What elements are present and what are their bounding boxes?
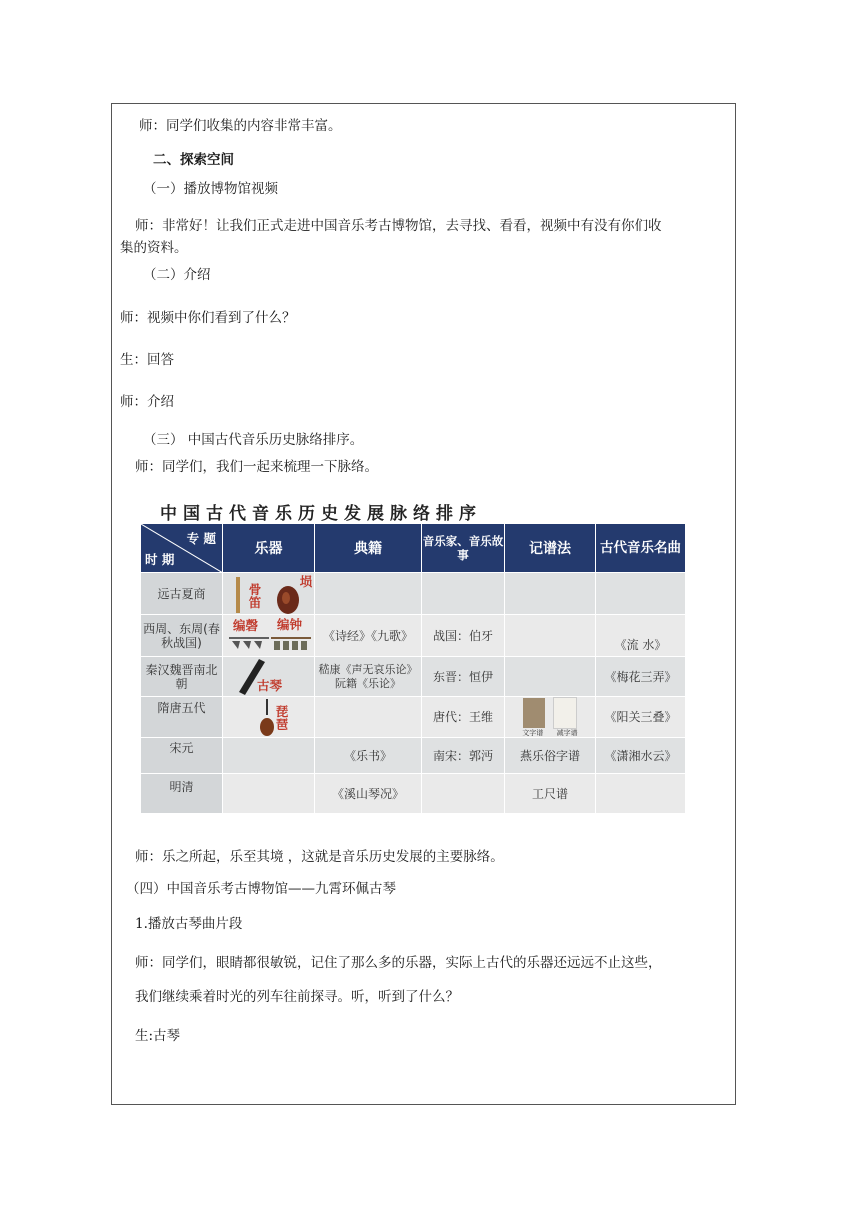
table-row — [141, 615, 686, 657]
pipa-icon — [259, 699, 275, 737]
instrument-cell — [223, 774, 315, 814]
label-bianqing: 编磬 — [233, 618, 259, 633]
header-famous-pieces: 古代音乐名曲 — [596, 524, 686, 573]
corner-header — [141, 524, 223, 573]
text-line: 集的资料。 — [120, 240, 188, 256]
piece-cell: 《梅花三弄》 — [596, 657, 686, 697]
piece-cell — [596, 573, 686, 615]
classic-cell: 《乐书》 — [315, 738, 422, 774]
classic-cell — [315, 573, 422, 615]
header-classics: 典籍 — [315, 524, 422, 573]
header-musicians: 音乐家、音乐故事 — [422, 524, 505, 573]
music-history-figure — [134, 495, 688, 820]
header-instruments: 乐器 — [223, 524, 315, 573]
musician-cell — [422, 774, 505, 814]
text-line: 1.播放古琴曲片段 — [135, 916, 243, 932]
notation-cell: 燕乐俗字谱 — [505, 738, 596, 774]
text-line: 师：非常好！让我们正式走进中国音乐考古博物馆，去寻找、看看，视频中有没有你们收 — [135, 218, 662, 234]
table-row — [141, 697, 686, 738]
classic-cell — [315, 697, 422, 738]
notation-cell — [505, 657, 596, 697]
musician-cell: 战国：伯牙 — [422, 615, 505, 657]
notation-cell: 工尺谱 — [505, 774, 596, 814]
text-line: 师：同学们，眼睛都很敏锐，记住了那么多的乐器，实际上古代的乐器还远远不止这些， — [135, 955, 662, 971]
subsection-heading: （二）介绍 — [143, 267, 211, 283]
score-image-jianzipu — [553, 697, 577, 729]
musician-cell: 南宋：郭沔 — [422, 738, 505, 774]
instrument-cell — [223, 697, 315, 738]
musician-cell: 东晋：恒伊 — [422, 657, 505, 697]
period-cell: 宋元 — [141, 738, 223, 774]
piece-cell: 《流 水》 — [596, 615, 686, 657]
notation-cell — [505, 697, 596, 738]
table-row — [141, 774, 686, 814]
score-caption: 减字谱 — [556, 729, 578, 737]
score-image-wenzipu — [523, 698, 545, 728]
classic-cell: 嵇康《声无哀乐论》阮籍《乐论》 — [315, 657, 422, 697]
bianzhong-icon — [271, 635, 311, 655]
table-row — [141, 657, 686, 697]
section-heading: 二、探索空间 — [153, 152, 234, 168]
label-xun: 埙 — [299, 574, 313, 589]
corner-topic: 专 题 — [186, 531, 216, 546]
text-line: 师：同学们收集的内容非常丰富。 — [139, 118, 342, 134]
piece-cell: 《阳关三叠》 — [596, 697, 686, 738]
instrument-cell — [223, 573, 315, 615]
label-bianzhong: 编钟 — [277, 617, 303, 632]
instrument-cell — [223, 615, 315, 657]
music-history-table — [140, 523, 686, 814]
bianqing-icon — [229, 635, 269, 655]
subsection-heading: （四）中国音乐考古博物馆——九霄环佩古琴 — [126, 881, 396, 897]
text-line: 师：同学们，我们一起来梳理一下脉络。 — [135, 459, 378, 475]
subsection-heading: （三） 中国古代音乐历史脉络排序。 — [143, 432, 364, 448]
instrument-cell — [223, 657, 315, 697]
text-line: 生：回答 — [120, 352, 174, 368]
musician-cell: 唐代：王维 — [422, 697, 505, 738]
musician-cell — [422, 573, 505, 615]
figure-title: 中国古代音乐历史发展脉络排序 — [160, 504, 482, 524]
period-cell: 明清 — [141, 774, 223, 814]
table-row — [141, 738, 686, 774]
text-line: 师：视频中你们看到了什么？ — [120, 310, 296, 326]
period-cell: 西周、东周(春秋战国) — [141, 615, 223, 657]
subsection-heading: （一）播放博物馆视频 — [143, 181, 278, 197]
instrument-cell — [223, 738, 315, 774]
classic-cell: 《诗经》《九歌》 — [315, 615, 422, 657]
text-line: 我们继续乘着时光的列车往前探寻。听，听到了什么？ — [135, 989, 459, 1005]
label-pipa: 琵琶 — [275, 704, 289, 732]
table-row — [141, 573, 686, 615]
period-cell: 隋唐五代 — [141, 697, 223, 738]
classic-cell: 《溪山琴况》 — [315, 774, 422, 814]
label-gudi: 骨笛 — [248, 582, 262, 610]
piece-cell — [596, 774, 686, 814]
xun-icon — [275, 581, 301, 615]
text-line: 师：乐之所起，乐至其境 ，这就是音乐历史发展的主要脉络。 — [135, 849, 504, 865]
period-cell: 秦汉魏晋南北朝 — [141, 657, 223, 697]
notation-cell — [505, 615, 596, 657]
header-notation: 记谱法 — [505, 524, 596, 573]
notation-cell — [505, 573, 596, 615]
text-line: 师：介绍 — [120, 394, 174, 410]
bone-flute-icon — [233, 577, 243, 613]
piece-cell: 《潇湘水云》 — [596, 738, 686, 774]
score-caption: 文字谱 — [522, 729, 544, 737]
corner-period: 时 期 — [145, 552, 175, 567]
period-cell: 远古夏商 — [141, 573, 223, 615]
text-line: 生:古琴 — [135, 1028, 181, 1044]
label-guqin: 古琴 — [257, 678, 283, 693]
